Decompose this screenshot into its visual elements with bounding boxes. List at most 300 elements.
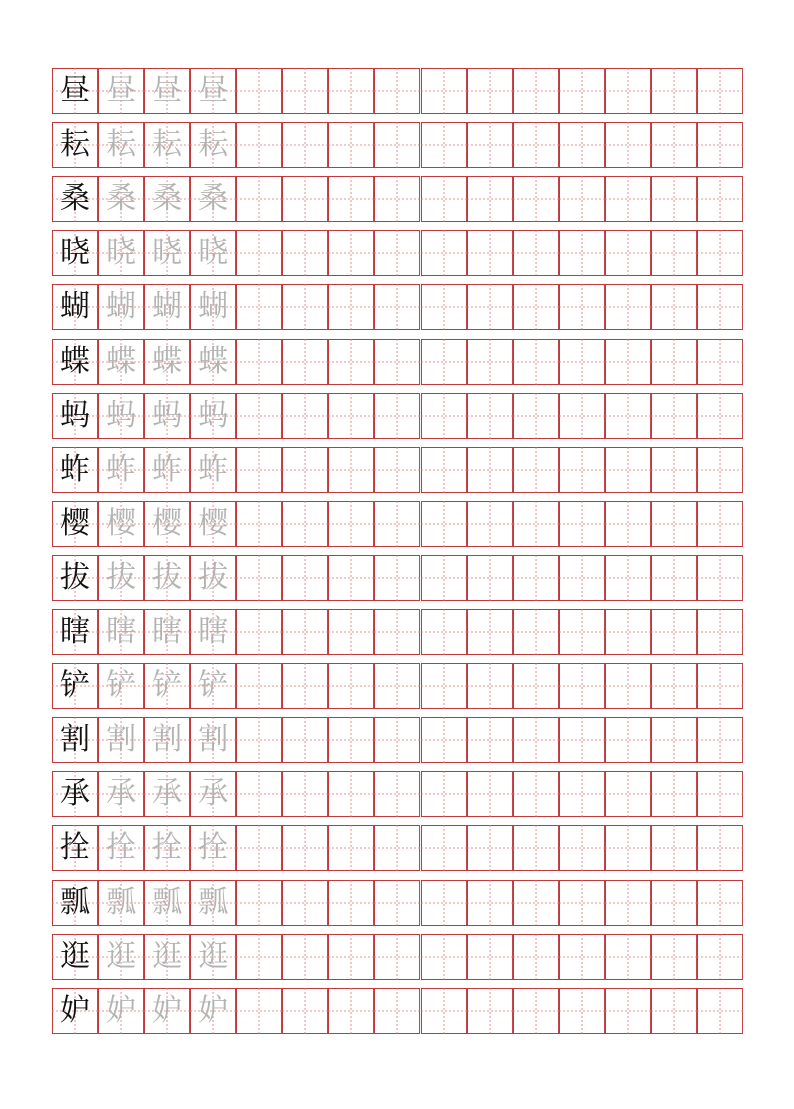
grid-box: [467, 122, 513, 168]
trace-character: 耘: [152, 127, 183, 163]
practice-cell: [421, 771, 467, 817]
trace-cell: [144, 284, 190, 330]
practice-row: [52, 68, 743, 114]
trace-character: 瞎: [152, 614, 183, 649]
practice-cell: [282, 825, 328, 871]
grid-box: [651, 825, 697, 871]
grid-box: [467, 934, 513, 980]
practice-cell: [697, 609, 743, 655]
practice-cell: [513, 393, 559, 439]
grid-box: [328, 230, 374, 276]
practice-cell: [282, 122, 328, 168]
grid-box: [328, 988, 374, 1034]
practice-row: [52, 447, 743, 493]
practice-cell: [513, 880, 559, 926]
practice-cell: [651, 880, 697, 926]
practice-row: [52, 825, 743, 871]
grid-box: [467, 663, 513, 709]
practice-cell: [282, 447, 328, 493]
grid-box: [651, 663, 697, 709]
trace-character: 樱: [198, 505, 229, 541]
practice-cell: [421, 501, 467, 547]
practice-cell: [651, 988, 697, 1034]
trace-cell: [98, 825, 144, 871]
trace-cell: [144, 122, 190, 168]
trace-cell: [190, 339, 236, 385]
trace-cell: [144, 934, 190, 980]
grid-box: [605, 230, 651, 276]
practice-cell: [651, 393, 697, 439]
trace-character: 蚱: [152, 451, 183, 487]
grid-box: [374, 176, 420, 222]
practice-row: [52, 555, 743, 601]
practice-cell: [651, 339, 697, 385]
model-character: 瓢: [60, 884, 91, 920]
grid-box: [282, 717, 328, 763]
practice-row: [52, 934, 743, 980]
grid-box: [467, 880, 513, 926]
grid-box: [421, 122, 467, 168]
grid-box: [236, 663, 282, 709]
practice-cell: [559, 934, 605, 980]
trace-cell: [98, 68, 144, 114]
practice-cell: [421, 663, 467, 709]
trace-cell: [190, 825, 236, 871]
grid-box: [328, 68, 374, 114]
practice-cell: [282, 176, 328, 222]
grid-box: [236, 447, 282, 493]
trace-cell: [144, 880, 190, 926]
trace-character: 樱: [152, 505, 183, 541]
grid-box: [421, 230, 467, 276]
model-character: 蝶: [60, 343, 91, 379]
grid-box: [513, 934, 559, 980]
trace-cell: [98, 555, 144, 601]
model-character: 瞎: [60, 614, 91, 649]
practice-cell: [374, 771, 420, 817]
trace-character: 逛: [198, 938, 229, 974]
grid-box: [328, 663, 374, 709]
trace-character: 铲: [106, 668, 137, 704]
trace-cell: [144, 230, 190, 276]
grid-box: [513, 230, 559, 276]
practice-cell: [651, 555, 697, 601]
practice-cell: [374, 663, 420, 709]
trace-cell: [144, 555, 190, 601]
grid-box: [236, 934, 282, 980]
grid-box: [513, 393, 559, 439]
practice-cell: [236, 555, 282, 601]
practice-row: [52, 122, 743, 168]
trace-cell: [98, 230, 144, 276]
grid-box: [651, 393, 697, 439]
practice-cell: [236, 339, 282, 385]
practice-cell: [697, 555, 743, 601]
grid-box: [697, 663, 743, 709]
practice-cell: [374, 122, 420, 168]
practice-cell: [697, 663, 743, 709]
practice-cell: [651, 934, 697, 980]
trace-character: 昼: [198, 73, 229, 108]
grid-box: [513, 609, 559, 655]
grid-box: [236, 68, 282, 114]
practice-cell: [467, 717, 513, 763]
practice-cell: [697, 988, 743, 1034]
practice-cell: [421, 609, 467, 655]
trace-character: 桑: [198, 181, 229, 217]
practice-cell: [467, 284, 513, 330]
grid-box: [467, 68, 513, 114]
practice-cell: [513, 230, 559, 276]
practice-cell: [328, 717, 374, 763]
grid-box: [328, 339, 374, 385]
grid-box: [559, 501, 605, 547]
practice-cell: [651, 609, 697, 655]
practice-cell: [328, 284, 374, 330]
grid-box: [467, 393, 513, 439]
practice-cell: [651, 176, 697, 222]
trace-cell: [190, 988, 236, 1034]
practice-row: [52, 230, 743, 276]
trace-cell: [98, 717, 144, 763]
grid-box: [651, 771, 697, 817]
trace-character: 蚱: [198, 451, 229, 487]
trace-cell: [98, 284, 144, 330]
trace-character: 割: [106, 722, 137, 758]
practice-cell: [651, 501, 697, 547]
trace-cell: [190, 447, 236, 493]
grid-box: [697, 555, 743, 601]
grid-box: [467, 771, 513, 817]
practice-cell: [282, 988, 328, 1034]
trace-cell: [98, 339, 144, 385]
grid-box: [374, 771, 420, 817]
practice-cell: [559, 68, 605, 114]
practice-cell: [236, 988, 282, 1034]
practice-cell: [328, 988, 374, 1034]
trace-cell: [144, 825, 190, 871]
practice-cell: [282, 663, 328, 709]
grid-box: [513, 447, 559, 493]
trace-character: 逛: [152, 938, 183, 974]
grid-box: [651, 717, 697, 763]
grid-box: [467, 284, 513, 330]
grid-box: [421, 663, 467, 709]
model-cell: [52, 609, 98, 655]
grid-box: [467, 988, 513, 1034]
practice-cell: [559, 230, 605, 276]
trace-character: 蝴: [152, 289, 183, 325]
grid-box: [282, 663, 328, 709]
practice-cell: [467, 880, 513, 926]
practice-cell: [559, 663, 605, 709]
grid-box: [236, 555, 282, 601]
grid-box: [421, 555, 467, 601]
model-cell: [52, 825, 98, 871]
trace-cell: [144, 771, 190, 817]
grid-box: [421, 771, 467, 817]
trace-character: 桑: [152, 181, 183, 217]
practice-cell: [328, 501, 374, 547]
practice-cell: [236, 663, 282, 709]
trace-character: 蝶: [198, 343, 229, 379]
trace-character: 蚂: [106, 397, 137, 433]
model-character: 拴: [60, 830, 91, 866]
grid-box: [467, 176, 513, 222]
practice-cell: [467, 934, 513, 980]
practice-cell: [236, 230, 282, 276]
trace-character: 拔: [106, 559, 137, 595]
practice-cell: [282, 393, 328, 439]
model-cell: [52, 339, 98, 385]
trace-character: 耘: [198, 127, 229, 163]
grid-box: [467, 501, 513, 547]
trace-character: 拔: [198, 559, 229, 595]
grid-box: [559, 122, 605, 168]
practice-cell: [513, 176, 559, 222]
trace-character: 蚂: [198, 397, 229, 433]
trace-character: 晓: [152, 235, 183, 271]
grid-box: [374, 988, 420, 1034]
grid-box: [282, 555, 328, 601]
practice-cell: [374, 393, 420, 439]
trace-character: 瓢: [152, 884, 183, 920]
grid-box: [374, 880, 420, 926]
trace-character: 蝶: [152, 343, 183, 379]
practice-cell: [467, 771, 513, 817]
trace-cell: [144, 393, 190, 439]
practice-cell: [374, 339, 420, 385]
grid-box: [605, 339, 651, 385]
trace-cell: [190, 609, 236, 655]
grid-box: [328, 825, 374, 871]
practice-cell: [467, 609, 513, 655]
grid-box: [282, 284, 328, 330]
practice-cell: [513, 663, 559, 709]
practice-cell: [697, 176, 743, 222]
trace-character: 蝶: [106, 343, 137, 379]
practice-cell: [559, 555, 605, 601]
grid-box: [605, 284, 651, 330]
trace-cell: [190, 555, 236, 601]
trace-cell: [98, 663, 144, 709]
practice-cell: [467, 122, 513, 168]
trace-cell: [144, 717, 190, 763]
grid-box: [513, 880, 559, 926]
grid-box: [421, 717, 467, 763]
trace-cell: [98, 393, 144, 439]
trace-character: 妒: [198, 992, 229, 1028]
trace-character: 瓢: [106, 884, 137, 920]
grid-box: [374, 555, 420, 601]
grid-box: [651, 609, 697, 655]
grid-box: [559, 825, 605, 871]
practice-cell: [697, 501, 743, 547]
practice-cell: [374, 934, 420, 980]
grid-box: [605, 555, 651, 601]
grid-box: [374, 230, 420, 276]
grid-box: [374, 393, 420, 439]
trace-character: 蝴: [198, 289, 229, 325]
grid-box: [282, 230, 328, 276]
grid-box: [236, 880, 282, 926]
grid-box: [467, 230, 513, 276]
trace-character: 拔: [152, 559, 183, 595]
trace-character: 拴: [152, 830, 183, 866]
practice-cell: [421, 176, 467, 222]
model-cell: [52, 68, 98, 114]
grid-box: [328, 934, 374, 980]
practice-cell: [697, 447, 743, 493]
practice-cell: [513, 122, 559, 168]
grid-box: [282, 609, 328, 655]
grid-box: [421, 934, 467, 980]
trace-character: 妒: [106, 992, 137, 1028]
practice-cell: [513, 934, 559, 980]
grid-box: [421, 825, 467, 871]
model-character: 割: [60, 722, 91, 758]
grid-box: [651, 339, 697, 385]
grid-box: [282, 122, 328, 168]
trace-cell: [190, 934, 236, 980]
practice-cell: [467, 825, 513, 871]
trace-cell: [98, 988, 144, 1034]
grid-box: [651, 68, 697, 114]
grid-box: [236, 717, 282, 763]
grid-box: [328, 609, 374, 655]
grid-box: [282, 501, 328, 547]
grid-box: [697, 825, 743, 871]
trace-character: 蚱: [106, 451, 137, 487]
practice-cell: [651, 771, 697, 817]
grid-box: [421, 988, 467, 1034]
trace-cell: [144, 176, 190, 222]
practice-cell: [697, 393, 743, 439]
grid-box: [421, 68, 467, 114]
practice-cell: [374, 717, 420, 763]
practice-cell: [421, 230, 467, 276]
grid-box: [374, 339, 420, 385]
practice-cell: [605, 988, 651, 1034]
grid-box: [559, 988, 605, 1034]
trace-cell: [190, 68, 236, 114]
model-character: 桑: [60, 181, 91, 217]
grid-box: [282, 447, 328, 493]
practice-cell: [559, 771, 605, 817]
grid-box: [328, 880, 374, 926]
grid-box: [651, 284, 697, 330]
grid-box: [282, 771, 328, 817]
grid-box: [651, 880, 697, 926]
trace-character: 铲: [198, 668, 229, 704]
grid-box: [513, 988, 559, 1034]
practice-cell: [282, 339, 328, 385]
trace-cell: [190, 176, 236, 222]
practice-cell: [651, 717, 697, 763]
grid-box: [513, 771, 559, 817]
grid-box: [374, 717, 420, 763]
practice-cell: [513, 555, 559, 601]
grid-box: [328, 555, 374, 601]
practice-cell: [559, 501, 605, 547]
practice-row: [52, 284, 743, 330]
practice-cell: [513, 284, 559, 330]
practice-row: [52, 609, 743, 655]
trace-character: 拴: [198, 830, 229, 866]
practice-cell: [697, 825, 743, 871]
practice-cell: [328, 339, 374, 385]
trace-character: 桑: [106, 181, 137, 217]
practice-cell: [374, 880, 420, 926]
grid-box: [559, 663, 605, 709]
grid-box: [236, 176, 282, 222]
practice-cell: [605, 771, 651, 817]
trace-cell: [190, 501, 236, 547]
grid-box: [559, 609, 605, 655]
practice-row: [52, 771, 743, 817]
practice-cell: [605, 447, 651, 493]
practice-cell: [282, 771, 328, 817]
grid-box: [467, 609, 513, 655]
grid-box: [328, 447, 374, 493]
grid-box: [559, 230, 605, 276]
practice-cell: [328, 609, 374, 655]
grid-box: [374, 663, 420, 709]
practice-cell: [282, 68, 328, 114]
practice-cell: [651, 663, 697, 709]
grid-box: [513, 555, 559, 601]
grid-box: [421, 393, 467, 439]
grid-box: [282, 988, 328, 1034]
practice-cell: [236, 122, 282, 168]
grid-box: [282, 825, 328, 871]
grid-box: [559, 934, 605, 980]
practice-cell: [605, 68, 651, 114]
trace-character: 晓: [198, 235, 229, 271]
grid-box: [651, 501, 697, 547]
grid-box: [328, 122, 374, 168]
practice-cell: [513, 825, 559, 871]
trace-cell: [190, 122, 236, 168]
practice-cell: [651, 447, 697, 493]
practice-cell: [605, 230, 651, 276]
practice-cell: [605, 934, 651, 980]
practice-cell: [282, 555, 328, 601]
grid-box: [236, 609, 282, 655]
practice-cell: [236, 68, 282, 114]
practice-cell: [328, 825, 374, 871]
practice-cell: [467, 555, 513, 601]
practice-cell: [513, 609, 559, 655]
practice-cell: [328, 934, 374, 980]
practice-cell: [605, 609, 651, 655]
practice-cell: [421, 447, 467, 493]
grid-box: [697, 717, 743, 763]
trace-cell: [190, 393, 236, 439]
grid-box: [651, 447, 697, 493]
grid-box: [559, 880, 605, 926]
trace-character: 承: [198, 776, 229, 812]
practice-cell: [328, 393, 374, 439]
grid-box: [374, 609, 420, 655]
grid-box: [328, 176, 374, 222]
grid-box: [282, 880, 328, 926]
trace-cell: [98, 880, 144, 926]
model-character: 蚂: [60, 397, 91, 433]
practice-cell: [697, 771, 743, 817]
trace-cell: [190, 230, 236, 276]
grid-box: [697, 284, 743, 330]
